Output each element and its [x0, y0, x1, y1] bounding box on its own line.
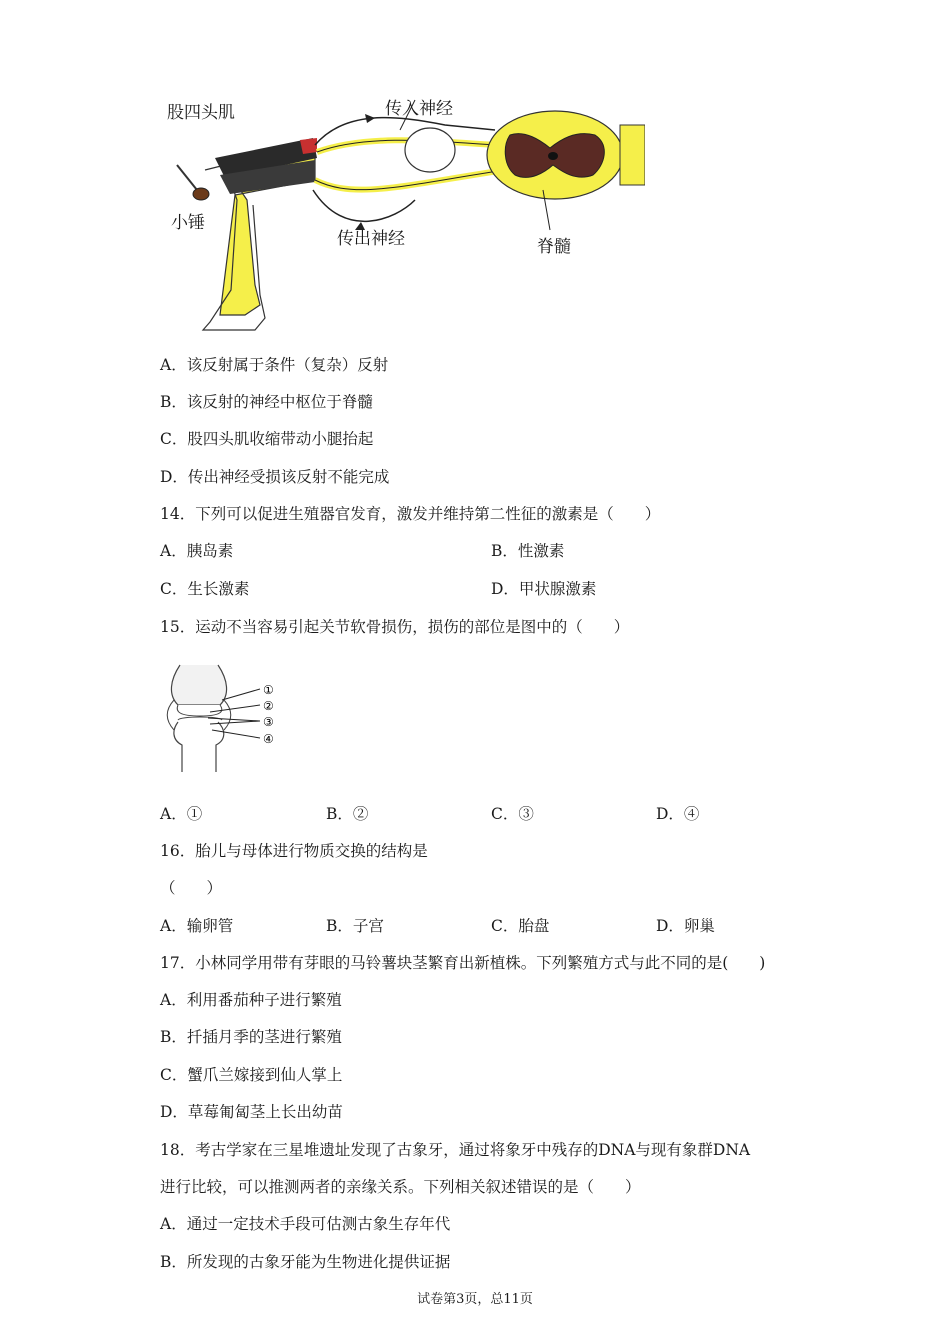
q15-stem: 15．运动不当容易引起关节软骨损伤，损伤的部位是图中的（ ） [160, 618, 630, 636]
joint-label-4: ④ [263, 732, 274, 746]
q14-option-a: A．胰岛素 [160, 542, 234, 560]
q13-option-c: C．股四头肌收缩带动小腿抬起 [160, 430, 374, 448]
label-quadriceps: 股四头肌 [167, 103, 235, 123]
q15-option-b: B．② [326, 805, 369, 823]
joint-label-2: ② [263, 699, 274, 713]
q14-option-c: C．生长激素 [160, 580, 250, 598]
q14-stem: 14．下列可以促进生殖器官发育，激发并维持第二性征的激素是（ ） [160, 505, 661, 523]
q14-option-b: B．性激素 [491, 542, 565, 560]
joint-label-1: ① [263, 683, 274, 697]
q18-stem-line1: 18．考古学家在三星堆遗址发现了古象牙，通过将象牙中残存的DNA与现有象群DNA [160, 1141, 751, 1159]
q13-option-a: A．该反射属于条件（复杂）反射 [160, 356, 389, 374]
q18-stem-line2: 进行比较，可以推测两者的亲缘关系。下列相关叙述错误的是（ ） [160, 1178, 641, 1196]
q15-option-c: C．③ [491, 805, 534, 823]
q17-option-d: D．草莓匍匐茎上长出幼苗 [160, 1103, 343, 1121]
q17-stem: 17．小林同学用带有芽眼的马铃薯块茎繁育出新植株。下列繁殖方式与此不同的是( ) [160, 954, 766, 972]
joint-diagram [160, 660, 290, 775]
q18-option-b: B．所发现的古象牙能为生物进化提供证据 [160, 1253, 451, 1271]
q17-option-c: C．蟹爪兰嫁接到仙人掌上 [160, 1066, 343, 1084]
q15-option-d: D．④ [656, 805, 700, 823]
page-footer: 试卷第3页，总11页 [417, 1292, 533, 1307]
q16-stem: 16．胎儿与母体进行物质交换的结构是 [160, 842, 428, 860]
q14-option-d: D．甲状腺激素 [491, 580, 597, 598]
joint-label-3: ③ [263, 715, 274, 729]
q13-option-b: B．该反射的神经中枢位于脊髓 [160, 393, 373, 411]
reflex-diagram [165, 90, 645, 335]
label-afferent-nerve: 传入神经 [385, 99, 453, 119]
q16-blank: （ ） [160, 879, 223, 897]
q15-option-a: A．① [160, 805, 203, 823]
q16-option-a: A．输卵管 [160, 917, 234, 935]
q16-option-c: C．胎盘 [491, 917, 550, 935]
q18-option-a: A．通过一定技术手段可估测古象生存年代 [160, 1215, 451, 1233]
q16-option-d: D．卵巢 [656, 917, 715, 935]
q16-option-b: B．子宫 [326, 917, 384, 935]
label-spinal-cord: 脊髓 [537, 237, 571, 257]
q13-option-d: D．传出神经受损该反射不能完成 [160, 468, 390, 486]
q17-option-b: B．扦插月季的茎进行繁殖 [160, 1028, 342, 1046]
label-hammer: 小锤 [171, 213, 205, 233]
label-efferent-nerve: 传出神经 [337, 229, 405, 249]
q17-option-a: A．利用番茄种子进行繁殖 [160, 991, 342, 1009]
